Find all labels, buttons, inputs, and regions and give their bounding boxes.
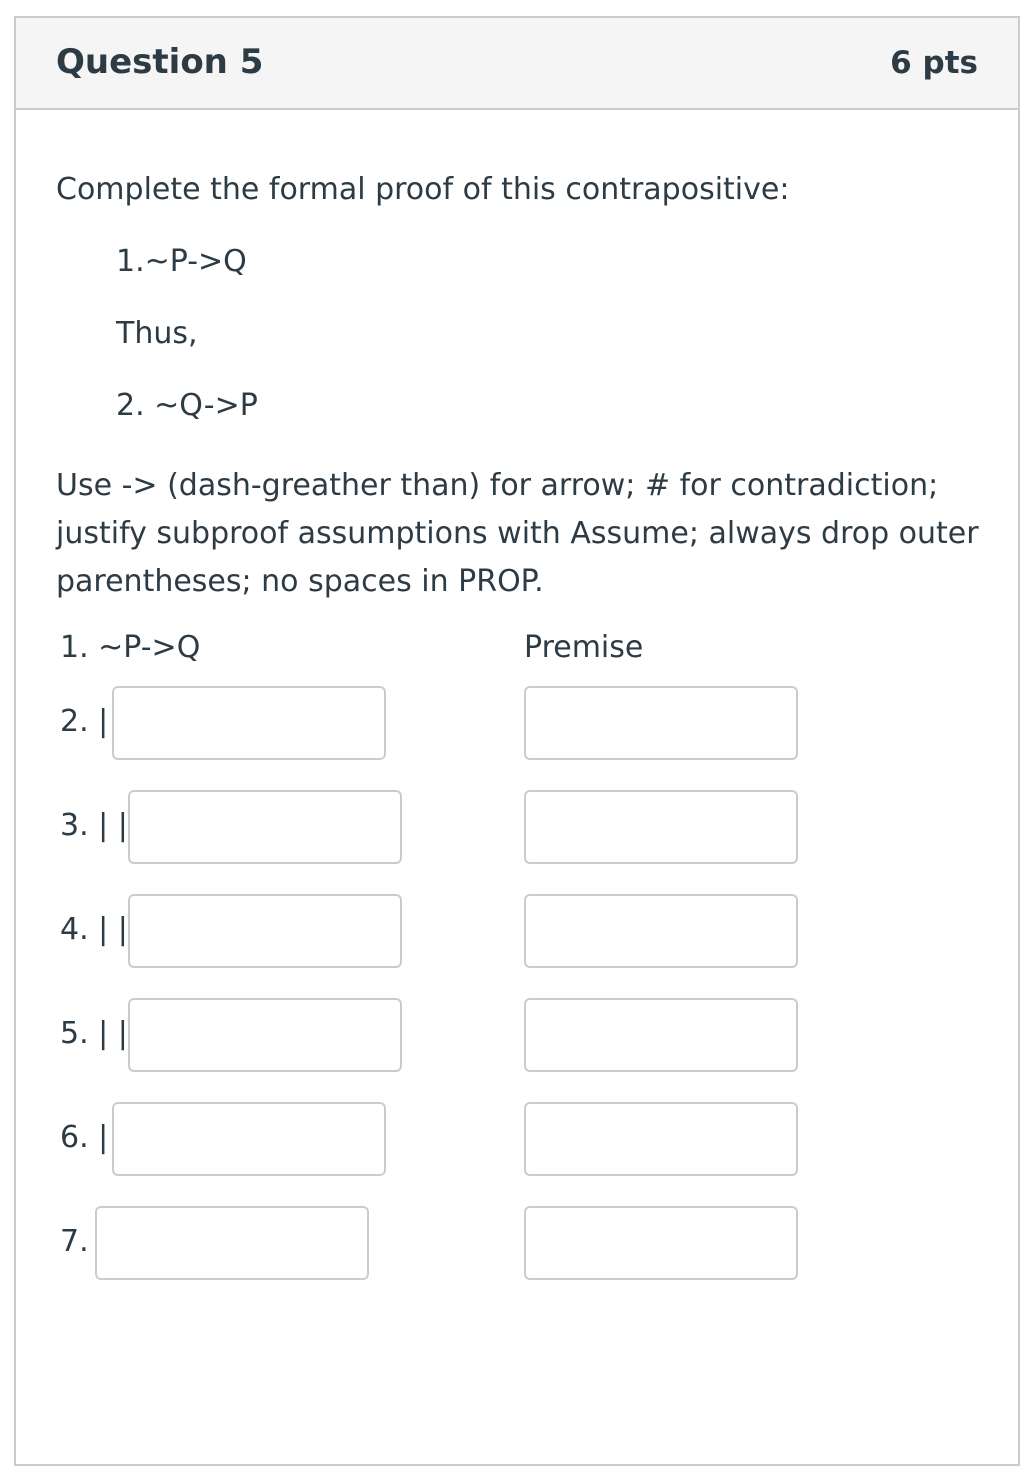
line-label: 4. | | — [60, 912, 128, 947]
premise-justification: Premise — [524, 630, 644, 665]
line-label: 2. | — [60, 704, 109, 739]
instructions-text: Use -> (dash-greather than) for arrow; # for contradiction; justify subproof assumptions with Assume; always drop outer parentheses; no spaces in PROP. — [56, 468, 979, 599]
proof-row-5 — [16, 998, 1018, 1072]
proof-row-4 — [16, 894, 1018, 968]
formula-input-4[interactable] — [128, 894, 402, 968]
question-card — [14, 16, 1020, 1466]
justification-input-5[interactable] — [524, 998, 798, 1072]
formula-input-7[interactable] — [95, 1206, 369, 1280]
justification-input-4[interactable] — [524, 894, 798, 968]
justification-input-2[interactable] — [524, 686, 798, 760]
formula-input-3[interactable] — [128, 790, 402, 864]
proof-row-7 — [16, 1206, 1018, 1280]
justification-input-6[interactable] — [524, 1102, 798, 1176]
proof-row-2 — [16, 686, 1018, 760]
premise-statement: 1.~P->Q — [116, 244, 247, 279]
conclusion-statement: 2. ~Q->P — [116, 388, 258, 423]
formula-input-6[interactable] — [112, 1102, 386, 1176]
proof-row-3 — [16, 790, 1018, 864]
justification-input-3[interactable] — [524, 790, 798, 864]
line-label: 5. | | — [60, 1016, 128, 1051]
question-points: 6 pts — [890, 45, 978, 81]
line-label: 7. — [60, 1224, 89, 1259]
line-label: 6. | — [60, 1120, 109, 1155]
justification-input-7[interactable] — [524, 1206, 798, 1280]
proof-row-6 — [16, 1102, 1018, 1176]
question-header — [16, 18, 1018, 110]
question-title: Question 5 — [56, 42, 264, 82]
line-label: 3. | | — [60, 808, 128, 843]
formula-input-2[interactable] — [112, 686, 386, 760]
thus-text: Thus, — [116, 316, 198, 351]
line-label: 1. ~P->Q — [60, 630, 201, 665]
question-intro: Complete the formal proof of this contrapositive: — [56, 172, 790, 207]
formula-input-5[interactable] — [128, 998, 402, 1072]
